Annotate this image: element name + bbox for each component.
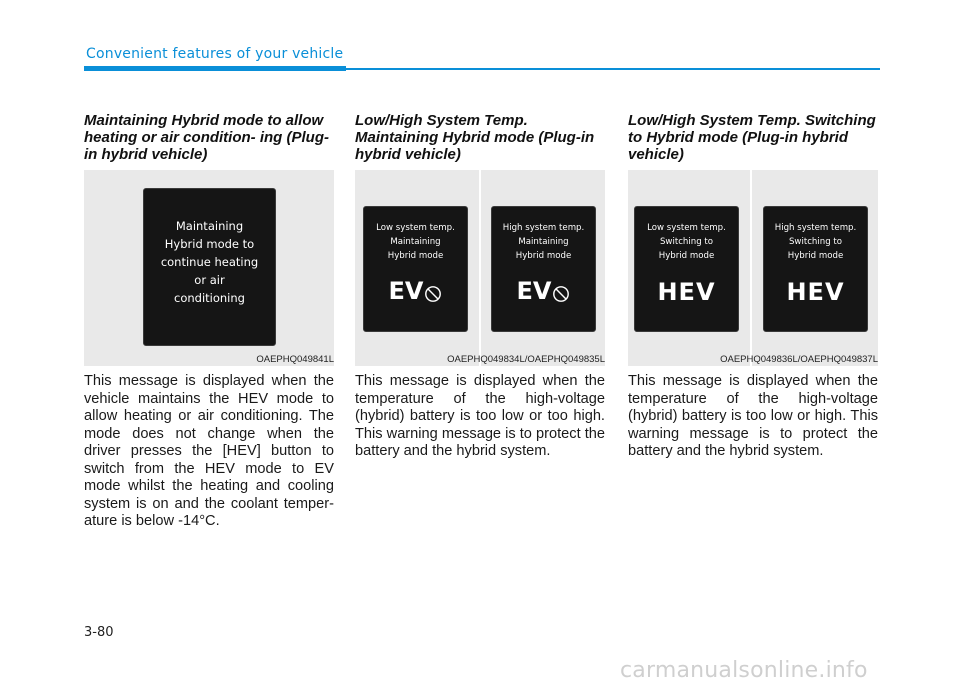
- page-number: 3-80: [84, 625, 114, 640]
- header-rule: [346, 68, 880, 70]
- figure-cluster-display: [355, 170, 605, 366]
- column-heading: Maintaining Hybrid mode to allow heating or air condition- ing (Plug-in hybrid vehicle): [84, 112, 329, 163]
- figure-cluster-display: [84, 170, 334, 366]
- figure-divider: [479, 170, 481, 366]
- column-heading: Low/High System Temp. Switching to Hybrid mode (Plug-in hybrid vehicle): [628, 112, 876, 163]
- cluster-screen-high: [491, 206, 596, 332]
- header-bar: [84, 66, 346, 71]
- prohibited-icon: [424, 285, 442, 303]
- cluster-screen-low: [363, 206, 468, 332]
- hev-label: HEV: [786, 278, 845, 306]
- ev-label: EV: [388, 277, 424, 305]
- body-paragraph: This message is displayed when the temperature of the high-voltage (hybrid) battery is too low or too high. This warning message is to protect the battery and the hybrid system.: [355, 373, 605, 459]
- body-paragraph: This message is displayed when the vehicle maintains the HEV mode to allow heating or air conditioning. The mode does not change when the driver presses the [HEV] button to switch from the HEV mode to EV mode whilst the heating and cooling system is on and the coolant temper- ature is below -14°C.: [84, 373, 334, 529]
- figure-code: OAEPHQ049834L/OAEPHQ049835L: [447, 354, 605, 365]
- column-hybrid-heating: [84, 112, 334, 531]
- ev-indicator: [492, 277, 595, 305]
- screen-message: Maintaining Hybrid mode to continue heating or air conditioning: [160, 219, 259, 305]
- watermark: carmanualsonline.info: [620, 658, 868, 683]
- cluster-screen-low: [634, 206, 739, 332]
- figure-code: OAEPHQ049836L/OAEPHQ049837L: [720, 354, 878, 365]
- figure-divider: [750, 170, 752, 366]
- section-header: [86, 46, 343, 62]
- figure-code: OAEPHQ049841L: [256, 354, 334, 365]
- ev-label: EV: [516, 277, 552, 305]
- section-title: Convenient features of your vehicle: [86, 46, 344, 62]
- cluster-screen: [143, 188, 276, 346]
- column-heading: Low/High System Temp. Maintaining Hybrid mode (Plug-in hybrid vehicle): [355, 112, 595, 163]
- ev-indicator: [364, 277, 467, 305]
- screen-message: Low system temp. Maintaining Hybrid mode: [376, 223, 455, 261]
- hev-label: HEV: [657, 278, 716, 306]
- screen-message: High system temp. Maintaining Hybrid mode: [502, 223, 585, 261]
- figure-cluster-display: [628, 170, 878, 366]
- column-temp-switching: [628, 112, 878, 461]
- cluster-screen-high: [763, 206, 868, 332]
- prohibited-icon: [552, 285, 570, 303]
- screen-message: High system temp. Switching to Hybrid mode: [774, 223, 857, 261]
- body-paragraph: This message is displayed when the temperature of the high-voltage (hybrid) battery is too low or high. This warning message is to protect the battery and the hybrid system.: [628, 373, 878, 459]
- column-temp-maintaining: [355, 112, 605, 461]
- screen-message: Low system temp. Switching to Hybrid mode: [647, 223, 726, 261]
